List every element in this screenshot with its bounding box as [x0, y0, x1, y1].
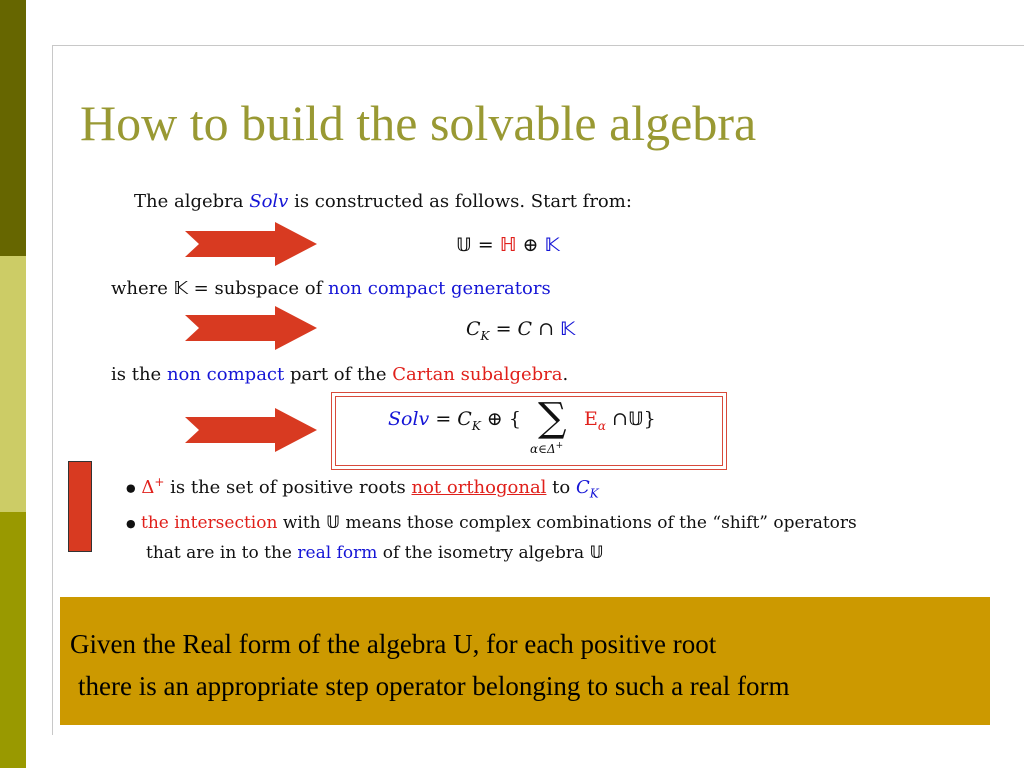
eq3-sum-sup: +	[555, 441, 564, 451]
noncompact-mid: part of the	[289, 364, 387, 385]
bullet-2-line2-u: 𝕌	[589, 543, 604, 563]
slide-frame-top	[52, 45, 1024, 46]
bullet-1-text1: is the set of positive roots	[170, 477, 406, 498]
bullet-item-2	[126, 515, 857, 532]
bullet-2-u: 𝕌	[326, 513, 341, 533]
bullet-1-ck-sub: K	[589, 486, 599, 501]
left-stripe-dark	[0, 0, 26, 256]
red-bar-marker	[68, 461, 92, 552]
eq3-sum: ∑	[538, 395, 567, 441]
intro-line	[134, 193, 632, 211]
callout-line-2: there is an appropriate step operator belonging to such a real form	[78, 671, 790, 701]
bullet-2-line2-suffix: of the isometry algebra	[382, 543, 585, 563]
left-stripe-light	[0, 256, 26, 512]
eq3-ck-sub: K	[471, 418, 481, 433]
noncompact-suffix: .	[562, 364, 569, 385]
eq3-rbrace: }	[643, 408, 656, 430]
equation-ck	[466, 320, 575, 342]
bullet-2-text2: means those complex combinations of the “shift” operators	[345, 513, 857, 533]
eq3-sum-sub	[530, 442, 563, 455]
where-line	[111, 280, 551, 298]
where-prefix: where	[111, 278, 168, 299]
eq1-u: 𝕌	[456, 234, 472, 256]
eq2-c2: C	[517, 318, 533, 340]
intro-suffix: is constructed as follows. Start from:	[294, 191, 632, 212]
intro-prefix: The algebra	[134, 191, 244, 212]
bullet-2-line2-highlight: real form	[297, 543, 378, 563]
eq2-equals: =	[495, 318, 512, 340]
eq3-solv: Solv	[388, 408, 430, 430]
eq2-k: 𝕂	[560, 318, 576, 340]
bullet-2-mark: ●	[126, 517, 136, 530]
eq3-lbrace: {	[508, 408, 521, 430]
callout-box	[60, 597, 990, 725]
intro-solv: Solv	[249, 191, 289, 212]
callout-line-1: Given the Real form of the algebra U, for each positive root	[70, 629, 717, 659]
eq3-u: 𝕌	[627, 408, 644, 430]
left-stripe-mid	[0, 512, 26, 768]
bullet-1-highlight: not orthogonal	[411, 477, 547, 498]
bullet-2-line2-prefix: that are in to the	[146, 543, 292, 563]
bullet-2-text1: with	[282, 513, 321, 533]
right-arrow-icon-2	[185, 306, 317, 350]
slide-title: How to build the solvable algebra	[80, 95, 757, 151]
eq3-e-sub: α	[597, 418, 606, 433]
bullet-1-mark: ●	[126, 481, 136, 495]
equation-u	[456, 236, 560, 255]
eq3-oplus: ⊕	[486, 408, 503, 430]
eq1-oplus: ⊕	[522, 234, 539, 256]
eq3-cap: ∩	[612, 408, 628, 430]
right-arrow-icon-1	[185, 222, 317, 266]
noncompact-highlight2: Cartan subalgebra	[392, 364, 563, 385]
eq1-k: 𝕂	[544, 234, 560, 256]
eq1-h: ℍ	[499, 234, 517, 256]
eq2-cap: ∩	[538, 318, 555, 340]
noncompact-prefix: is the	[111, 364, 162, 385]
equation-solv-right	[584, 410, 656, 432]
bullet-2-highlight: the intersection	[141, 513, 278, 533]
eq3-sum-sub-text: α∈Δ	[530, 442, 556, 456]
bullet-1-delta-sup: +	[154, 475, 165, 489]
eq2-c: C	[466, 318, 481, 340]
where-mid: = subspace of	[193, 278, 323, 299]
eq1-equals: =	[477, 234, 494, 256]
eq2-c-sub: K	[480, 328, 490, 343]
where-k: 𝕂	[173, 278, 188, 299]
bullet-item-2-line2	[146, 545, 604, 562]
eq3-e: E	[584, 408, 598, 430]
eq3-ck: C	[457, 408, 472, 430]
bullet-item-1	[126, 476, 599, 500]
bullet-1-delta: Δ	[141, 477, 155, 498]
bullet-1-ck: C	[575, 477, 590, 498]
eq3-equals: =	[435, 408, 452, 430]
noncompact-highlight1: non compact	[166, 364, 285, 385]
noncompact-line	[111, 366, 568, 384]
right-arrow-icon-3	[185, 408, 317, 452]
where-highlight: non compact generators	[328, 278, 551, 299]
slide-frame-left	[52, 45, 53, 735]
equation-solv-left	[388, 410, 521, 432]
bullet-1-text2: to	[552, 477, 571, 498]
